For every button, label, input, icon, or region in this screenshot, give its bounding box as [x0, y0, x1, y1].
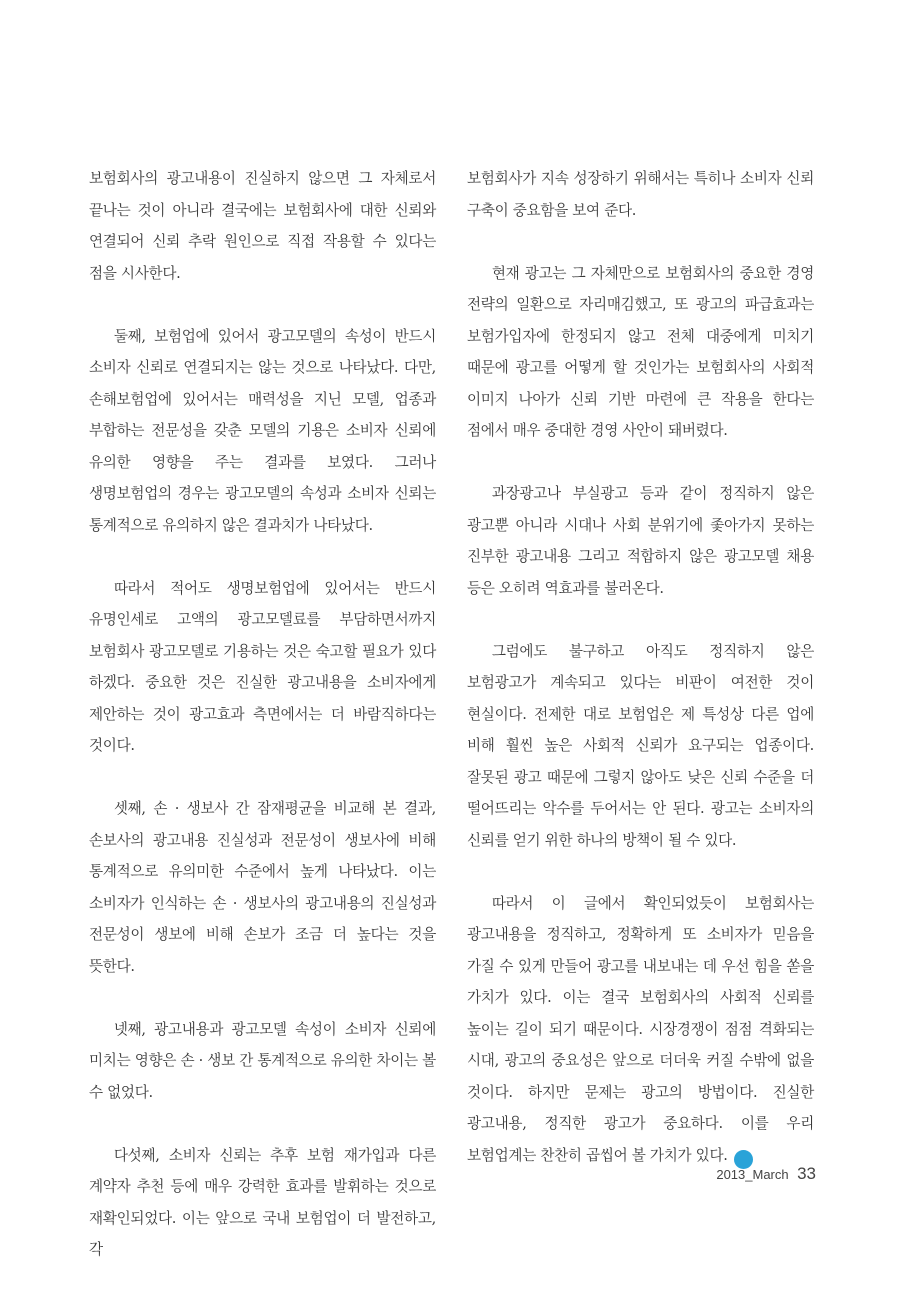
paragraph: 따라서 적어도 생명보험업에 있어서는 반드시 유명인세로 고액의 광고모델료를 부담하면서까지 보험회사 광고모델로 기용하는 것은 숙고할 필요가 있다 하겠다. 중요한 것은 진실한 광고내용을 소비자에게 제안하는 것이 광고효과 측면에서는 더 바람직하다는 것이다. [89, 579, 436, 754]
left-column [89, 163, 436, 1297]
issue-label: 2013_March [716, 1167, 789, 1182]
paragraph: 현재 광고는 그 자체만으로 보험회사의 중요한 경영 전략의 일환으로 자리매김했고, 또 광고의 파급효과는 보험가입자에 한정되지 않고 전체 대중에게 미치기 때문에 광고를 어떻게 할 것인가는 보험회사의 사회적 이미지 나아가 신뢰 기반 마련에 큰 작용을 한다는 점에서 매우 중대한 경영 사안이 돼버렸다. [467, 264, 814, 439]
paragraph: 넷째, 광고내용과 광고모델 속성이 소비자 신뢰에 미치는 영향은 손 · 생보 간 통계적으로 유의한 차이는 볼 수 없었다. [89, 1020, 436, 1101]
paragraph: 그럼에도 불구하고 아직도 정직하지 않은 보험광고가 계속되고 있다는 비판이 여전한 것이 현실이다. 전제한 대로 보험업은 제 특성상 다른 업에 비해 훨씬 높은 사회적 신뢰가 요구되는 업종이다. 잘못된 광고 때문에 그렇지 않아도 낮은 신뢰 수준을 더 떨어뜨리는 악수를 두어서는 안 된다. 광고는 소비자의 신뢰를 얻기 위한 하나의 방책이 될 수 있다. [467, 642, 814, 849]
paragraph: 셋째, 손 · 생보사 간 잠재평균을 비교해 본 결과, 손보사의 광고내용 진실성과 전문성이 생보사에 비해 통계적으로 유의미한 수준에서 높게 나타났다. 이는 소비자가 인식하는 손 · 생보사의 광고내용의 진실성과 전문성이 생보에 비해 손보가 조금 더 높다는 것을 뜻한다. [89, 800, 436, 975]
end-mark-icon: 보 [734, 1150, 753, 1169]
paragraph: 다섯째, 소비자 신뢰는 추후 보험 재가입과 다른 계약자 추천 등에 매우 강력한 효과를 발휘하는 것으로 재확인되었다. 이는 앞으로 국내 보험업이 더 발전하고, 각 [89, 1146, 436, 1258]
page-number: 33 [797, 1164, 816, 1183]
paragraph: 둘째, 보험업에 있어서 광고모델의 속성이 반드시 소비자 신뢰로 연결되지는 않는 것으로 나타났다. 다만, 손해보험업에 있어서는 매력성을 지닌 모델, 업종과 부합하는 전문성을 갖춘 모델의 기용은 소비자 신뢰에 유의한 영향을 주는 결과를 보였다. 그러나 생명보험업의 경우는 광고모델의 속성과 소비자 신뢰는 통계적으로 유의하지 않은 결과치가 나타났다. [89, 327, 436, 534]
right-column [467, 163, 814, 1203]
paragraph-last [467, 888, 814, 1172]
page-footer [716, 1164, 816, 1184]
paragraph: 보험회사가 지속 성장하기 위해서는 특히나 소비자 신뢰 구축이 중요함을 보여 준다. [467, 170, 814, 219]
paragraph: 보험회사의 광고내용이 진실하지 않으면 그 자체로서 끝나는 것이 아니라 결국에는 보험회사에 대한 신뢰와 연결되어 신뢰 추락 원인으로 직접 작용할 수 있다는 점을 시사한다. [89, 170, 436, 282]
paragraph-text: 따라서 이 글에서 확인되었듯이 보험회사는 광고내용을 정직하고, 정확하게 또 소비자가 믿음을 가질 수 있게 만들어 광고를 내보내는 데 우선 힘을 쏟을 가치가 있다. 이는 결국 보험회사의 사회적 신뢰를 높이는 길이 되기 때문이다. 시장경쟁이 점점 격화되는 시대, 광고의 중요성은 앞으로 더더욱 커질 수밖에 없을 것이다. 하지만 문제는 광고의 방법이다. 진실한 광고내용, 정직한 광고가 중요하다. 이를 우리 보험업계는 찬찬히 곱씹어 볼 가치가 있다. [467, 894, 814, 1164]
paragraph: 과장광고나 부실광고 등과 같이 정직하지 않은 광고뿐 아니라 시대나 사회 분위기에 좇아가지 못하는 진부한 광고내용 그리고 적합하지 않은 광고모델 채용 등은 오히려 역효과를 불러온다. [467, 485, 814, 597]
